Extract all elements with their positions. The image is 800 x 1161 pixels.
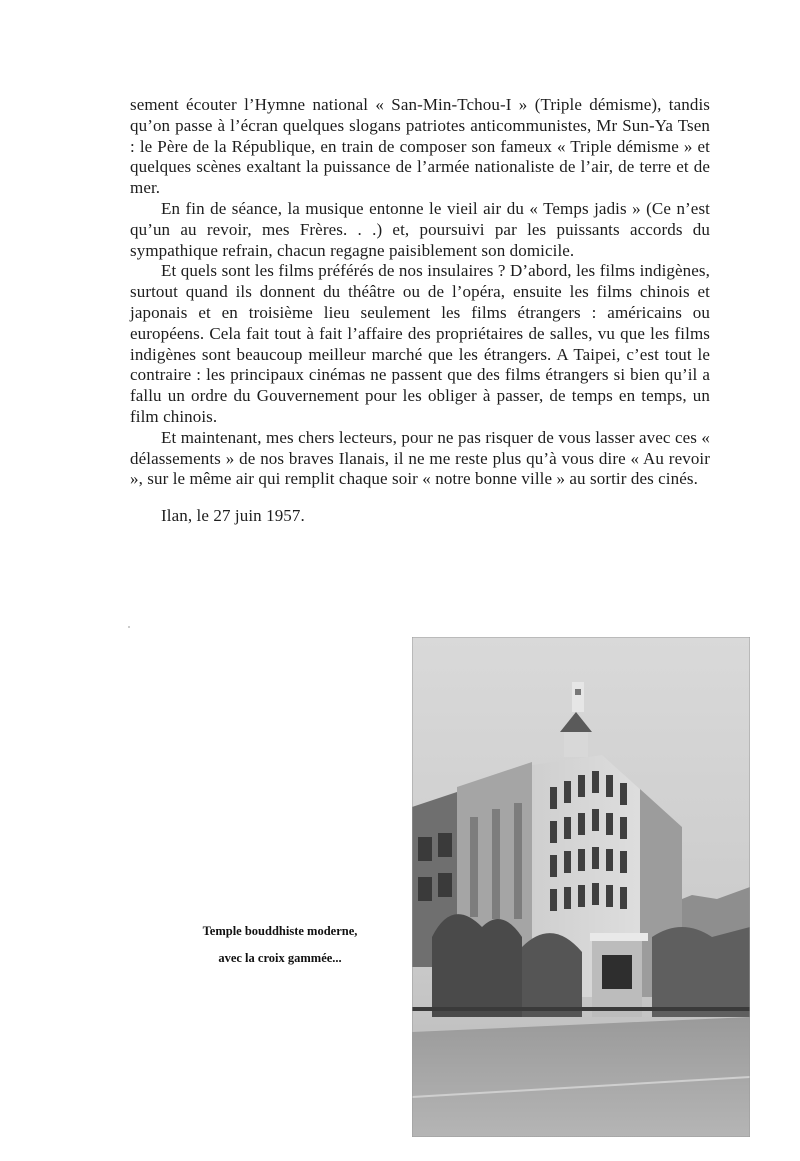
paragraph-3: Et quels sont les films préférés de nos insulaires ? D’abord, les films indigènes, surtout quand ils donnent du théâtre ou de l’opéra, ensuite les films chinois et japonais et en troisième lieu seulement les films étrangers : américains ou européens. Cela fait tout à fait l’affaire des propriétaires de salles, vu que les films indigènes sont beaucoup meilleur marché que les étrangers. A Taipei, c’est tout le contraire : les principaux cinémas ne passent que des films étrangers si bien qu’il a fallu un ordre du Gouvernement pour les obliger à passer, de temps en temps, un film chinois. xyxy=(130,261,710,426)
temple-photo-image xyxy=(412,637,750,1137)
article-text xyxy=(130,95,710,527)
caption-line-2: avec la croix gammée... xyxy=(218,951,342,965)
signature-line: Ilan, le 27 juin 1957. xyxy=(161,506,305,526)
print-speck xyxy=(128,626,130,628)
paragraph-1: sement écouter l’Hymne national « San-Min-Tchou-I » (Triple démisme), tandis qu’on passe à l’écran quelques slogans patriotes anticommunistes, Mr Sun-Ya Tsen : le Père de la République, en train de composer son fameux « Triple démisme » et quelques scènes exaltant la puissance de l’armée nationaliste de l’air, de terre et de mer. xyxy=(130,95,710,198)
paragraph-2: En fin de séance, la musique entonne le vieil air du « Temps jadis » (Ce n’est qu’un au revoir, mes Frères. . .) et, poursuivi par les puissants accords du sympathique refrain, chacun regagne paisiblement son domicile. xyxy=(130,198,710,260)
caption-line-1: Temple bouddhiste moderne, xyxy=(202,924,358,938)
temple-photo xyxy=(412,637,750,1137)
paragraph-4: Et maintenant, mes chers lecteurs, pour ne pas risquer de vous lasser avec ces « délassements » de nos braves Ilanais, il ne me reste plus qu’à vous dire « Au revoir », sur le même air qui remplit chaque soir « notre bonne ville » au sortir des cinés. xyxy=(130,427,710,489)
photo-caption xyxy=(160,918,400,972)
